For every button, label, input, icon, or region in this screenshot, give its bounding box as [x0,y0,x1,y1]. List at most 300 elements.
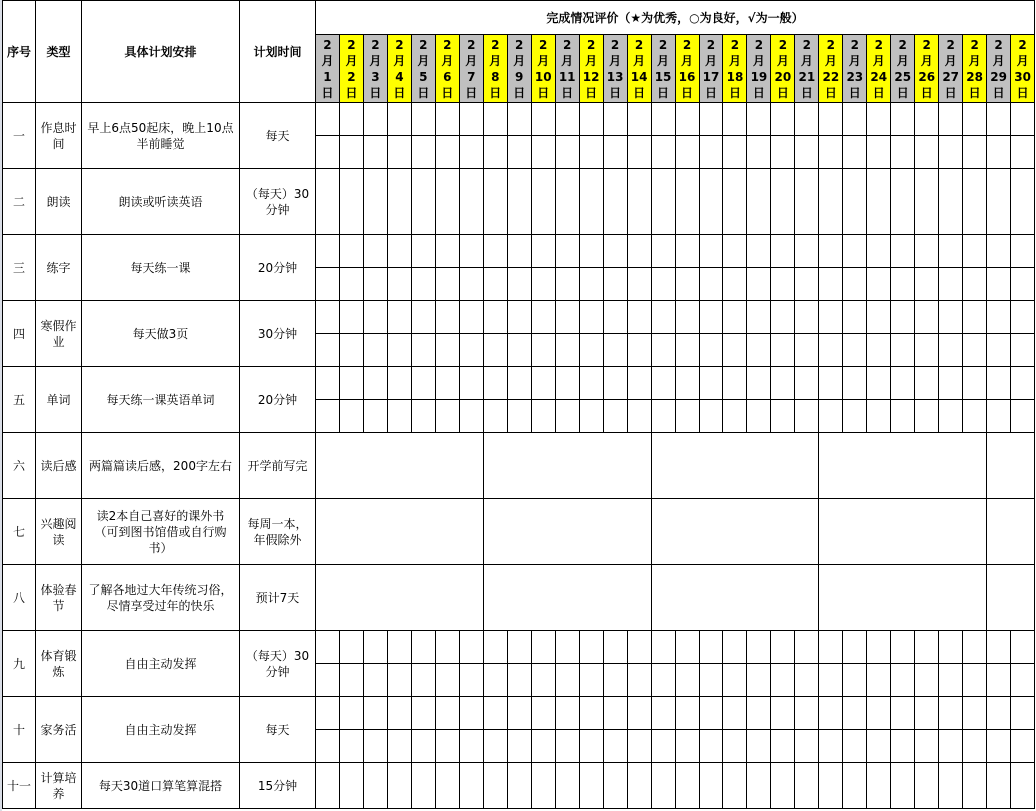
day-check-cell-26[interactable] [915,730,939,763]
day-check-cell-22[interactable] [819,235,843,268]
day-check-cell-25[interactable] [891,103,915,136]
day-check-cell-20[interactable] [771,235,795,268]
day-check-cell-30[interactable] [1011,301,1035,334]
day-check-cell-17[interactable] [699,136,723,169]
day-check-cell-19[interactable] [747,367,771,400]
day-check-cell-29[interactable] [987,103,1011,136]
day-check-cell-15[interactable] [651,367,675,400]
day-check-cell-4[interactable] [387,301,411,334]
day-check-cell-15[interactable] [651,763,675,809]
day-check-cell-21[interactable] [795,136,819,169]
day-check-cell-26[interactable] [915,301,939,334]
day-check-cell-15[interactable] [651,697,675,730]
day-check-cell-19[interactable] [747,334,771,367]
day-check-cell-7[interactable] [459,697,483,730]
week-check-cell-1-7[interactable] [316,565,484,631]
day-check-cell-18[interactable] [723,136,747,169]
day-check-cell-20[interactable] [771,664,795,697]
day-check-cell-28[interactable] [963,334,987,367]
day-check-cell-28[interactable] [963,235,987,268]
day-check-cell-7[interactable] [459,136,483,169]
day-check-cell-21[interactable] [795,103,819,136]
day-check-cell-17[interactable] [699,367,723,400]
week-check-cell-8-14[interactable] [483,499,651,565]
day-check-cell-2[interactable] [339,400,363,433]
day-check-cell-30[interactable] [1011,631,1035,664]
day-check-cell-3[interactable] [363,235,387,268]
day-check-cell-2[interactable] [339,235,363,268]
day-check-cell-17[interactable] [699,301,723,334]
day-check-cell-3[interactable] [363,367,387,400]
day-check-cell-2[interactable] [339,334,363,367]
day-check-cell-1[interactable] [316,730,340,763]
day-check-cell-24[interactable] [867,730,891,763]
day-check-cell-3[interactable] [363,763,387,809]
day-check-cell-2[interactable] [339,136,363,169]
day-check-cell-15[interactable] [651,334,675,367]
day-check-cell-19[interactable] [747,268,771,301]
day-check-cell-4[interactable] [387,334,411,367]
day-check-cell-6[interactable] [435,268,459,301]
day-check-cell-11[interactable] [555,235,579,268]
day-check-cell-21[interactable] [795,268,819,301]
day-check-cell-27[interactable] [939,103,963,136]
day-check-cell-10[interactable] [531,103,555,136]
day-check-cell-1[interactable] [316,268,340,301]
day-check-cell-29[interactable] [987,301,1011,334]
day-check-cell-5[interactable] [411,334,435,367]
day-check-cell-2[interactable] [339,301,363,334]
day-check-cell-22[interactable] [819,136,843,169]
day-check-cell-20[interactable] [771,169,795,235]
day-check-cell-16[interactable] [675,103,699,136]
day-check-cell-8[interactable] [483,763,507,809]
day-check-cell-12[interactable] [579,763,603,809]
day-check-cell-7[interactable] [459,763,483,809]
day-check-cell-29[interactable] [987,334,1011,367]
day-check-cell-15[interactable] [651,169,675,235]
day-check-cell-2[interactable] [339,103,363,136]
day-check-cell-29[interactable] [987,235,1011,268]
day-check-cell-10[interactable] [531,400,555,433]
week-check-cell-22-28[interactable] [819,499,987,565]
day-check-cell-8[interactable] [483,631,507,664]
day-check-cell-8[interactable] [483,400,507,433]
day-check-cell-8[interactable] [483,301,507,334]
day-check-cell-1[interactable] [316,367,340,400]
week-check-cell-15-21[interactable] [651,433,819,499]
day-check-cell-28[interactable] [963,367,987,400]
day-check-cell-24[interactable] [867,631,891,664]
day-check-cell-21[interactable] [795,664,819,697]
day-check-cell-7[interactable] [459,103,483,136]
day-check-cell-18[interactable] [723,697,747,730]
week-check-cell-22-28[interactable] [819,433,987,499]
day-check-cell-13[interactable] [603,136,627,169]
day-check-cell-6[interactable] [435,136,459,169]
day-check-cell-4[interactable] [387,763,411,809]
day-check-cell-30[interactable] [1011,400,1035,433]
day-check-cell-30[interactable] [1011,763,1035,809]
day-check-cell-1[interactable] [316,697,340,730]
day-check-cell-30[interactable] [1011,235,1035,268]
day-check-cell-12[interactable] [579,235,603,268]
day-check-cell-22[interactable] [819,631,843,664]
day-check-cell-16[interactable] [675,730,699,763]
day-check-cell-9[interactable] [507,169,531,235]
day-check-cell-28[interactable] [963,730,987,763]
day-check-cell-10[interactable] [531,334,555,367]
day-check-cell-20[interactable] [771,730,795,763]
day-check-cell-18[interactable] [723,103,747,136]
day-check-cell-19[interactable] [747,169,771,235]
day-check-cell-21[interactable] [795,367,819,400]
day-check-cell-19[interactable] [747,136,771,169]
day-check-cell-5[interactable] [411,631,435,664]
day-check-cell-4[interactable] [387,631,411,664]
day-check-cell-28[interactable] [963,103,987,136]
day-check-cell-26[interactable] [915,334,939,367]
day-check-cell-1[interactable] [316,400,340,433]
day-check-cell-1[interactable] [316,631,340,664]
day-check-cell-27[interactable] [939,730,963,763]
day-check-cell-27[interactable] [939,334,963,367]
day-check-cell-9[interactable] [507,400,531,433]
day-check-cell-18[interactable] [723,400,747,433]
day-check-cell-29[interactable] [987,664,1011,697]
day-check-cell-9[interactable] [507,367,531,400]
day-check-cell-15[interactable] [651,730,675,763]
day-check-cell-22[interactable] [819,664,843,697]
day-check-cell-19[interactable] [747,103,771,136]
day-check-cell-12[interactable] [579,136,603,169]
day-check-cell-6[interactable] [435,400,459,433]
day-check-cell-3[interactable] [363,400,387,433]
day-check-cell-13[interactable] [603,664,627,697]
day-check-cell-21[interactable] [795,334,819,367]
day-check-cell-5[interactable] [411,136,435,169]
day-check-cell-12[interactable] [579,697,603,730]
day-check-cell-26[interactable] [915,268,939,301]
day-check-cell-12[interactable] [579,400,603,433]
day-check-cell-4[interactable] [387,136,411,169]
day-check-cell-16[interactable] [675,631,699,664]
day-check-cell-23[interactable] [843,400,867,433]
day-check-cell-13[interactable] [603,697,627,730]
day-check-cell-3[interactable] [363,730,387,763]
day-check-cell-20[interactable] [771,697,795,730]
day-check-cell-16[interactable] [675,763,699,809]
day-check-cell-15[interactable] [651,235,675,268]
day-check-cell-13[interactable] [603,631,627,664]
day-check-cell-16[interactable] [675,697,699,730]
day-check-cell-3[interactable] [363,334,387,367]
day-check-cell-25[interactable] [891,301,915,334]
day-check-cell-8[interactable] [483,730,507,763]
day-check-cell-18[interactable] [723,730,747,763]
day-check-cell-5[interactable] [411,763,435,809]
day-check-cell-25[interactable] [891,730,915,763]
day-check-cell-19[interactable] [747,697,771,730]
day-check-cell-11[interactable] [555,730,579,763]
day-check-cell-17[interactable] [699,400,723,433]
day-check-cell-3[interactable] [363,169,387,235]
day-check-cell-19[interactable] [747,730,771,763]
day-check-cell-11[interactable] [555,301,579,334]
day-check-cell-2[interactable] [339,763,363,809]
day-check-cell-7[interactable] [459,631,483,664]
day-check-cell-22[interactable] [819,169,843,235]
day-check-cell-29[interactable] [987,169,1011,235]
day-check-cell-24[interactable] [867,763,891,809]
day-check-cell-19[interactable] [747,400,771,433]
day-check-cell-27[interactable] [939,664,963,697]
day-check-cell-12[interactable] [579,268,603,301]
day-check-cell-16[interactable] [675,268,699,301]
day-check-cell-10[interactable] [531,235,555,268]
week-check-cell-15-21[interactable] [651,499,819,565]
day-check-cell-5[interactable] [411,664,435,697]
day-check-cell-20[interactable] [771,103,795,136]
day-check-cell-8[interactable] [483,334,507,367]
day-check-cell-15[interactable] [651,631,675,664]
day-check-cell-21[interactable] [795,301,819,334]
day-check-cell-10[interactable] [531,664,555,697]
day-check-cell-7[interactable] [459,664,483,697]
day-check-cell-5[interactable] [411,697,435,730]
day-check-cell-23[interactable] [843,631,867,664]
day-check-cell-2[interactable] [339,697,363,730]
day-check-cell-9[interactable] [507,103,531,136]
day-check-cell-14[interactable] [627,103,651,136]
day-check-cell-21[interactable] [795,235,819,268]
week-check-cell-22-28[interactable] [819,565,987,631]
week-check-cell-29-30[interactable] [987,433,1035,499]
day-check-cell-3[interactable] [363,268,387,301]
day-check-cell-23[interactable] [843,169,867,235]
day-check-cell-7[interactable] [459,730,483,763]
day-check-cell-23[interactable] [843,730,867,763]
day-check-cell-20[interactable] [771,763,795,809]
day-check-cell-12[interactable] [579,169,603,235]
day-check-cell-19[interactable] [747,631,771,664]
day-check-cell-20[interactable] [771,400,795,433]
day-check-cell-27[interactable] [939,631,963,664]
day-check-cell-28[interactable] [963,697,987,730]
day-check-cell-16[interactable] [675,367,699,400]
day-check-cell-14[interactable] [627,664,651,697]
day-check-cell-17[interactable] [699,763,723,809]
day-check-cell-26[interactable] [915,631,939,664]
day-check-cell-10[interactable] [531,763,555,809]
day-check-cell-17[interactable] [699,268,723,301]
day-check-cell-26[interactable] [915,763,939,809]
day-check-cell-14[interactable] [627,367,651,400]
day-check-cell-29[interactable] [987,268,1011,301]
day-check-cell-23[interactable] [843,697,867,730]
day-check-cell-25[interactable] [891,664,915,697]
day-check-cell-6[interactable] [435,763,459,809]
day-check-cell-24[interactable] [867,334,891,367]
day-check-cell-18[interactable] [723,367,747,400]
week-check-cell-29-30[interactable] [987,499,1035,565]
day-check-cell-28[interactable] [963,631,987,664]
day-check-cell-16[interactable] [675,334,699,367]
day-check-cell-22[interactable] [819,367,843,400]
day-check-cell-9[interactable] [507,268,531,301]
day-check-cell-25[interactable] [891,235,915,268]
day-check-cell-19[interactable] [747,301,771,334]
day-check-cell-30[interactable] [1011,367,1035,400]
day-check-cell-27[interactable] [939,268,963,301]
day-check-cell-8[interactable] [483,103,507,136]
day-check-cell-6[interactable] [435,235,459,268]
day-check-cell-18[interactable] [723,268,747,301]
day-check-cell-2[interactable] [339,631,363,664]
day-check-cell-19[interactable] [747,763,771,809]
day-check-cell-23[interactable] [843,664,867,697]
day-check-cell-1[interactable] [316,169,340,235]
day-check-cell-16[interactable] [675,664,699,697]
day-check-cell-16[interactable] [675,235,699,268]
day-check-cell-8[interactable] [483,697,507,730]
day-check-cell-18[interactable] [723,169,747,235]
day-check-cell-13[interactable] [603,367,627,400]
day-check-cell-17[interactable] [699,697,723,730]
day-check-cell-26[interactable] [915,400,939,433]
day-check-cell-6[interactable] [435,664,459,697]
day-check-cell-13[interactable] [603,235,627,268]
day-check-cell-25[interactable] [891,136,915,169]
day-check-cell-2[interactable] [339,268,363,301]
day-check-cell-29[interactable] [987,136,1011,169]
day-check-cell-18[interactable] [723,334,747,367]
week-check-cell-15-21[interactable] [651,565,819,631]
day-check-cell-22[interactable] [819,103,843,136]
day-check-cell-16[interactable] [675,301,699,334]
day-check-cell-14[interactable] [627,400,651,433]
day-check-cell-23[interactable] [843,763,867,809]
day-check-cell-6[interactable] [435,334,459,367]
day-check-cell-24[interactable] [867,367,891,400]
day-check-cell-11[interactable] [555,631,579,664]
day-check-cell-10[interactable] [531,136,555,169]
day-check-cell-3[interactable] [363,136,387,169]
day-check-cell-9[interactable] [507,664,531,697]
day-check-cell-24[interactable] [867,664,891,697]
day-check-cell-22[interactable] [819,763,843,809]
day-check-cell-29[interactable] [987,367,1011,400]
day-check-cell-11[interactable] [555,664,579,697]
week-check-cell-8-14[interactable] [483,565,651,631]
day-check-cell-21[interactable] [795,730,819,763]
day-check-cell-11[interactable] [555,268,579,301]
day-check-cell-7[interactable] [459,334,483,367]
day-check-cell-5[interactable] [411,301,435,334]
day-check-cell-4[interactable] [387,268,411,301]
week-check-cell-1-7[interactable] [316,499,484,565]
day-check-cell-26[interactable] [915,169,939,235]
day-check-cell-6[interactable] [435,169,459,235]
day-check-cell-28[interactable] [963,400,987,433]
day-check-cell-25[interactable] [891,334,915,367]
day-check-cell-11[interactable] [555,103,579,136]
day-check-cell-20[interactable] [771,301,795,334]
day-check-cell-14[interactable] [627,334,651,367]
day-check-cell-8[interactable] [483,664,507,697]
day-check-cell-15[interactable] [651,664,675,697]
day-check-cell-15[interactable] [651,400,675,433]
day-check-cell-14[interactable] [627,235,651,268]
day-check-cell-26[interactable] [915,697,939,730]
day-check-cell-23[interactable] [843,334,867,367]
day-check-cell-18[interactable] [723,235,747,268]
day-check-cell-11[interactable] [555,334,579,367]
day-check-cell-28[interactable] [963,136,987,169]
day-check-cell-1[interactable] [316,103,340,136]
day-check-cell-3[interactable] [363,301,387,334]
day-check-cell-23[interactable] [843,136,867,169]
day-check-cell-6[interactable] [435,697,459,730]
day-check-cell-20[interactable] [771,367,795,400]
day-check-cell-4[interactable] [387,367,411,400]
day-check-cell-22[interactable] [819,730,843,763]
day-check-cell-21[interactable] [795,697,819,730]
day-check-cell-26[interactable] [915,103,939,136]
day-check-cell-17[interactable] [699,664,723,697]
day-check-cell-21[interactable] [795,169,819,235]
day-check-cell-10[interactable] [531,730,555,763]
day-check-cell-25[interactable] [891,697,915,730]
day-check-cell-11[interactable] [555,697,579,730]
day-check-cell-4[interactable] [387,730,411,763]
day-check-cell-24[interactable] [867,301,891,334]
day-check-cell-8[interactable] [483,268,507,301]
day-check-cell-4[interactable] [387,169,411,235]
day-check-cell-27[interactable] [939,301,963,334]
day-check-cell-26[interactable] [915,235,939,268]
day-check-cell-4[interactable] [387,697,411,730]
day-check-cell-30[interactable] [1011,268,1035,301]
day-check-cell-30[interactable] [1011,664,1035,697]
day-check-cell-13[interactable] [603,103,627,136]
day-check-cell-10[interactable] [531,631,555,664]
day-check-cell-12[interactable] [579,730,603,763]
day-check-cell-9[interactable] [507,334,531,367]
day-check-cell-8[interactable] [483,235,507,268]
day-check-cell-16[interactable] [675,400,699,433]
day-check-cell-10[interactable] [531,169,555,235]
day-check-cell-15[interactable] [651,268,675,301]
day-check-cell-12[interactable] [579,631,603,664]
day-check-cell-12[interactable] [579,367,603,400]
day-check-cell-5[interactable] [411,103,435,136]
day-check-cell-30[interactable] [1011,334,1035,367]
day-check-cell-23[interactable] [843,301,867,334]
day-check-cell-1[interactable] [316,334,340,367]
day-check-cell-16[interactable] [675,136,699,169]
day-check-cell-24[interactable] [867,697,891,730]
day-check-cell-15[interactable] [651,136,675,169]
day-check-cell-28[interactable] [963,169,987,235]
day-check-cell-17[interactable] [699,103,723,136]
day-check-cell-24[interactable] [867,400,891,433]
day-check-cell-13[interactable] [603,301,627,334]
day-check-cell-9[interactable] [507,697,531,730]
day-check-cell-21[interactable] [795,400,819,433]
day-check-cell-11[interactable] [555,136,579,169]
day-check-cell-23[interactable] [843,103,867,136]
